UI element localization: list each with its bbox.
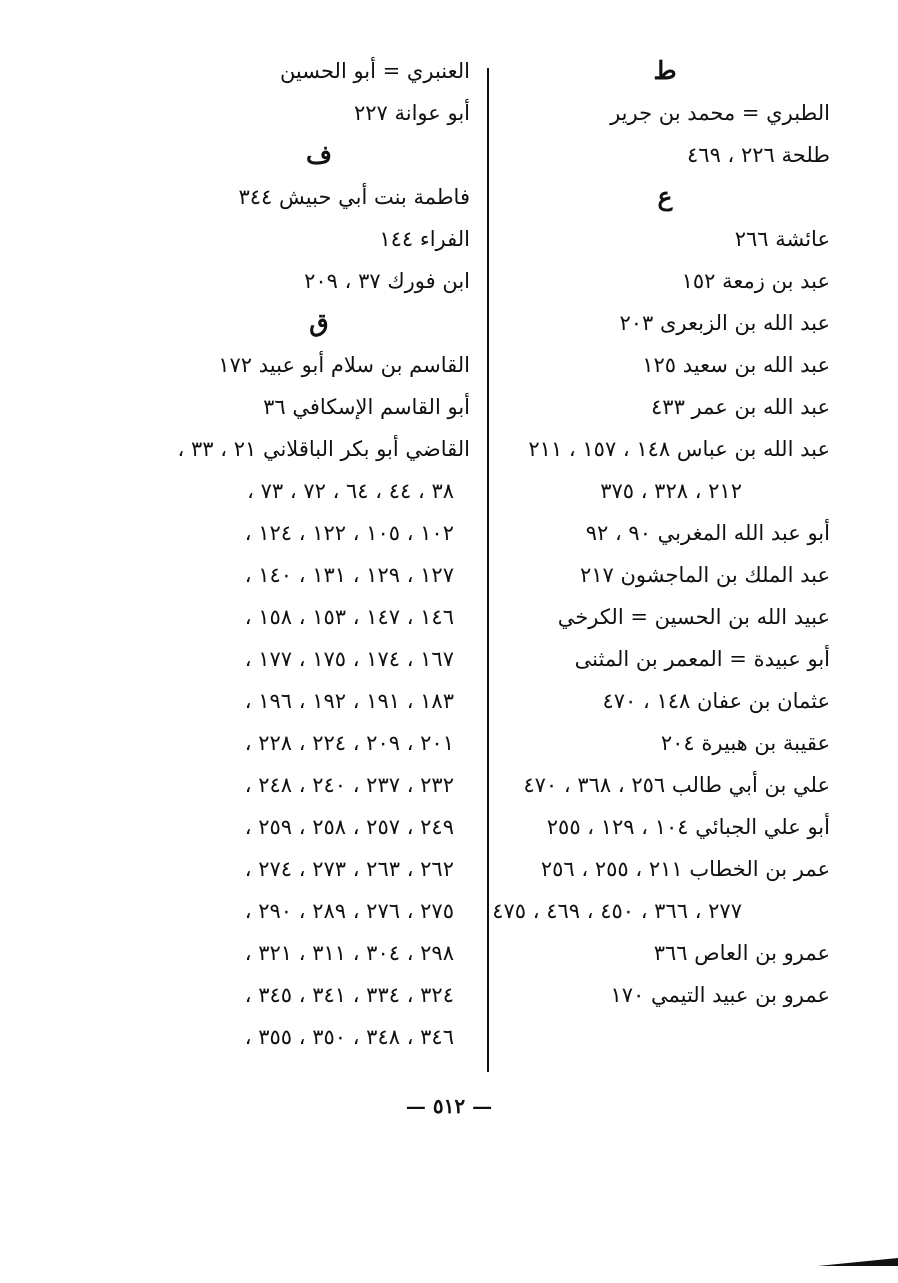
index-entry: القاضي أبو بكر الباقلاني ٢١ ، ٣٣ ، [177,437,470,461]
index-letter-heading: ف [306,140,332,169]
index-entry-continuation: ٢٦٢ ، ٢٦٣ ، ٢٧٣ ، ٢٧٤ ، [244,857,454,881]
index-letter-heading: ق [309,308,329,337]
index-entry: فاطمة بنت أبي حبيش ٣٤٤ [238,185,470,209]
index-entry-continuation: ٢٠١ ، ٢٠٩ ، ٢٢٤ ، ٢٢٨ ، [244,731,454,755]
index-entry: عبد بن زمعة ١٥٢ [681,269,830,293]
index-entry: أبو علي الجبائي ١٠٤ ، ١٢٩ ، ٢٥٥ [546,815,830,839]
index-entry: أبو القاسم الإسكافي ٣٦ [263,395,470,419]
index-entry-continuation: ٣٢٤ ، ٣٣٤ ، ٣٤١ ، ٣٤٥ ، [244,983,454,1007]
page-number-value: ٥١٢ [432,1094,466,1118]
index-column-left [168,50,470,1058]
index-entry: عبد الله بن الزبعرى ٢٠٣ [619,311,830,335]
page-number-dash-left: — [472,1094,493,1118]
index-entry: عبيد الله بن الحسين = الكرخي [557,605,830,629]
index-entry-continuation: ٢٩٨ ، ٣٠٤ ، ٣١١ ، ٣٢١ ، [244,941,454,965]
index-entry-continuation: ٢١٢ ، ٣٢٨ ، ٣٧٥ [600,479,742,503]
index-entry-continuation: ١٦٧ ، ١٧٤ ، ١٧٥ ، ١٧٧ ، [244,647,454,671]
index-entry: عقيبة بن هبيرة ٢٠٤ [660,731,830,755]
index-entry-continuation: ١٤٦ ، ١٤٧ ، ١٥٣ ، ١٥٨ ، [244,605,454,629]
index-entry: علي بن أبي طالب ٢٥٦ ، ٣٦٨ ، ٤٧٠ [523,773,830,797]
page-corner-mark [818,1252,898,1266]
index-entry: أبو عبد الله المغربي ٩٠ ، ٩٢ [585,521,830,545]
index-entry-continuation: ٣٤٦ ، ٣٤٨ ، ٣٥٠ ، ٣٥٥ ، [244,1025,454,1049]
index-entry: طلحة ٢٢٦ ، ٤٦٩ [687,143,830,167]
index-entry: عثمان بن عفان ١٤٨ ، ٤٧٠ [602,689,830,713]
index-entry: ابن فورك ٣٧ ، ٢٠٩ [304,269,470,293]
index-entry: عائشة ٢٦٦ [734,227,830,251]
index-entry: القاسم بن سلام أبو عبيد ١٧٢ [218,353,470,377]
index-entry: الطبري = محمد بن جرير [610,101,830,125]
index-entry: العنبري = أبو الحسين [279,59,470,83]
index-entry-continuation: ٢٣٢ ، ٢٣٧ ، ٢٤٠ ، ٢٤٨ ، [244,773,454,797]
index-entry: عمر بن الخطاب ٢١١ ، ٢٥٥ ، ٢٥٦ [540,857,830,881]
page-number [0,1094,898,1118]
index-entry-continuation: ٢٧٥ ، ٢٧٦ ، ٢٨٩ ، ٢٩٠ ، [244,899,454,923]
index-letter-heading: ط [653,56,677,85]
index-entry: الفراء ١٤٤ [379,227,470,251]
index-entry-continuation: ١٢٧ ، ١٢٩ ، ١٣١ ، ١٤٠ ، [244,563,454,587]
index-entry: عبد الله بن سعيد ١٢٥ [642,353,830,377]
index-entry: عبد الملك بن الماجشون ٢١٧ [579,563,830,587]
index-entry-continuation: ٣٨ ، ٤٤ ، ٦٤ ، ٧٢ ، ٧٣ ، [247,479,454,503]
page-number-dash-right: — [405,1094,426,1118]
index-entry: عبد الله بن عمر ٤٣٣ [651,395,830,419]
index-entry: أبو عبيدة = المعمر بن المثنى [574,647,830,671]
index-entry-continuation: ٢٧٧ ، ٣٦٦ ، ٤٥٠ ، ٤٦٩ ، ٤٧٥ [492,899,742,923]
index-entry: عمرو بن عبيد التيمي ١٧٠ [610,983,830,1007]
column-divider [487,68,489,1072]
index-entry: عبد الله بن عباس ١٤٨ ، ١٥٧ ، ٢١١ [528,437,830,461]
index-entry: عمرو بن العاص ٣٦٦ [653,941,830,965]
index-entry-continuation: ٢٤٩ ، ٢٥٧ ، ٢٥٨ ، ٢٥٩ ، [244,815,454,839]
index-entry-continuation: ١٨٣ ، ١٩١ ، ١٩٢ ، ١٩٦ ، [244,689,454,713]
index-entry-continuation: ١٠٢ ، ١٠٥ ، ١٢٢ ، ١٢٤ ، [244,521,454,545]
index-column-right [492,50,830,1016]
index-letter-heading: ع [657,182,673,211]
index-entry: أبو عوانة ٢٢٧ [353,101,470,125]
